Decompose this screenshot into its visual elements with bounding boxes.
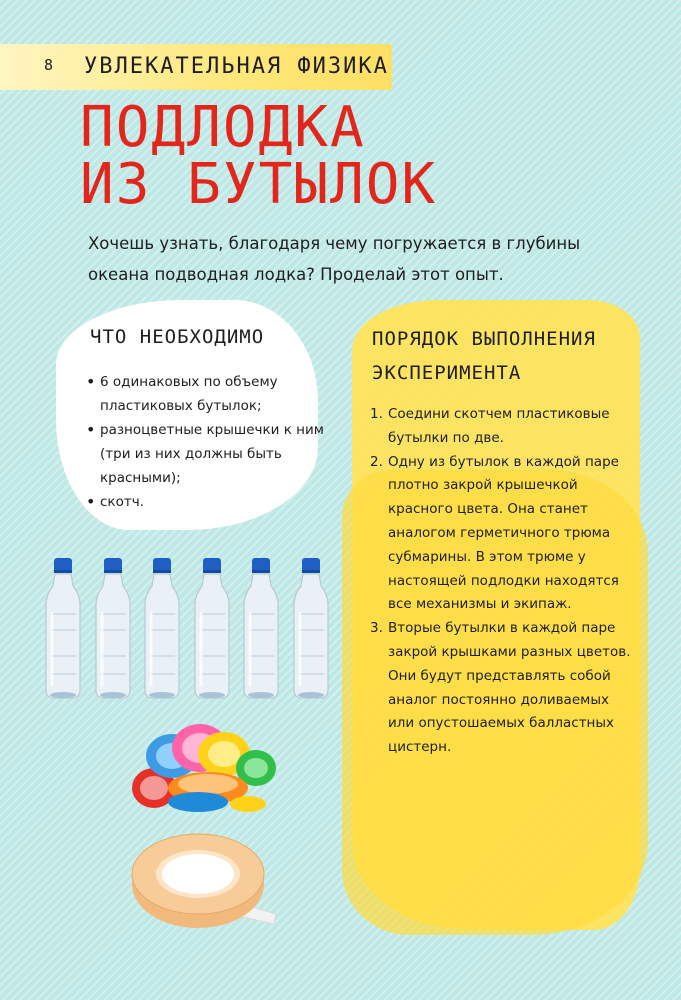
page-title-line-2: ИЗ БУТЫЛОК bbox=[80, 152, 438, 217]
step-number: 1. bbox=[370, 406, 383, 422]
materials-list bbox=[86, 370, 326, 514]
tape-roll-icon bbox=[126, 822, 284, 936]
step-text: Соедини скотчем пластиковые бутылки по две. bbox=[388, 406, 610, 446]
materials-item: • скотч. bbox=[86, 490, 326, 514]
materials-heading: ЧТО НЕОБХОДИМО bbox=[90, 326, 265, 348]
intro-paragraph: Хочешь узнать, благодаря чему погружается в глубины океана подводная лодка? Проделай этот опыт. bbox=[88, 234, 581, 284]
step-number: 2. bbox=[370, 453, 383, 470]
plastic-bottle-icon bbox=[191, 556, 233, 700]
steps-heading: ПОРЯДОК ВЫПОЛНЕНИЯ ЭКСПЕРИМЕНТА bbox=[372, 328, 596, 384]
step-item bbox=[370, 403, 638, 451]
page-title-line-1: ПОДЛОДКА bbox=[80, 95, 366, 160]
step-number: 3. bbox=[370, 620, 383, 637]
plastic-bottle-icon bbox=[240, 556, 282, 700]
plastic-bottle-icon bbox=[92, 556, 134, 700]
step-item bbox=[370, 451, 638, 618]
step-text: Вторые бутылки в каждой паре закрой крышками разных цветов. Они будут представлять собой аналог постоянно доливаемых или опустошаемых балластных цистерн. bbox=[388, 620, 631, 756]
plastic-bottle-icon bbox=[141, 556, 183, 700]
section-title: УВЛЕКАТЕЛЬНАЯ ФИЗИКА bbox=[84, 54, 389, 79]
colorful-caps-icon bbox=[128, 718, 280, 818]
step-item bbox=[370, 617, 638, 760]
plastic-bottle-icon bbox=[290, 556, 332, 700]
materials-item: • разноцветные крышечки к ним (три из них должны быть красными); bbox=[86, 418, 326, 490]
page-number: 8 bbox=[44, 56, 54, 74]
plastic-bottle-icon bbox=[42, 556, 84, 700]
materials-item: • 6 одинаковых по объему пластиковых бутылок; bbox=[86, 370, 326, 418]
steps-list bbox=[370, 403, 638, 760]
step-text: Одну из бутылок в каждой паре плотно закрой крышечкой красного цвета. Она станет аналогом герметичного трюма субмарины. В этом трюме у настоящей подлодки находятся все механизмы и экипаж. bbox=[388, 453, 619, 613]
